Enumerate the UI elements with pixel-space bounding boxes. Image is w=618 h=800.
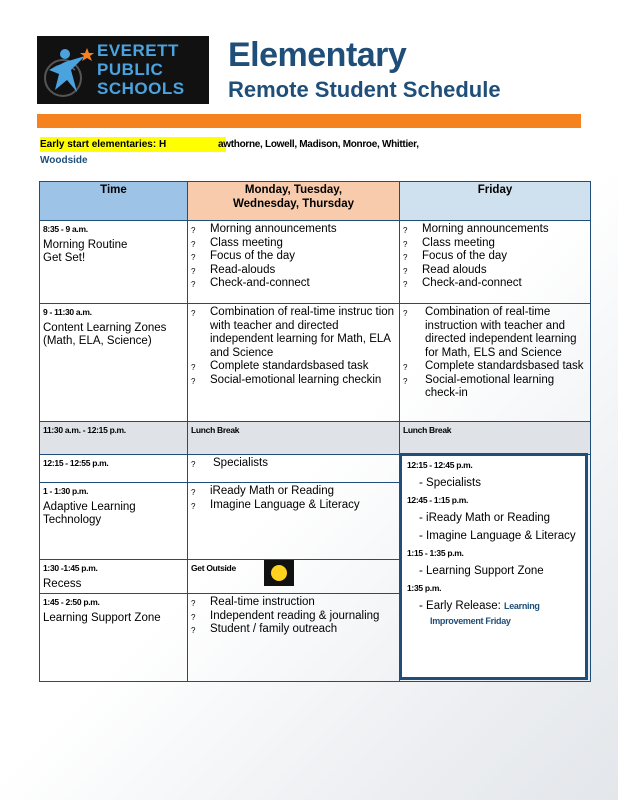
friday-cell: Lunch Break (400, 422, 591, 455)
list-item: ? Real-time instruction (191, 596, 396, 610)
list-item: ? Social-emotional learning check-in (403, 374, 587, 401)
logo-text-schools: SCHOOLS (97, 79, 185, 98)
time-cell: 12:15 - 12:55 p.m. (40, 455, 188, 483)
list-item: ? Combination of real-time instruc tion with teacher and directed independent learning for Math, ELA and Science (191, 306, 396, 360)
list-item: ? Social-emotional learning checkin (191, 374, 396, 388)
header-friday: Friday (400, 182, 591, 221)
time-cell: 8:35 - 9 a.m. Morning Routine Get Set! (40, 221, 188, 304)
fri-item-early-release: - Early Release: Learning (419, 600, 540, 612)
list-item: ? Check-and-connect (403, 277, 587, 291)
list-item: ? Class meeting (403, 237, 587, 251)
logo-text-public: PUBLIC (97, 60, 164, 79)
list-item: ? Complete standardsbased task (403, 360, 587, 374)
early-start-schools-line2: Woodside (40, 155, 88, 166)
fri-time-3: 1:15 - 1:35 p.m. (407, 548, 464, 558)
mon-thu-cell (188, 483, 400, 560)
smiling-sun-icon (264, 560, 294, 586)
list-item: ? Morning announcements (403, 223, 587, 237)
header-time: Time (40, 182, 188, 221)
early-start-schools: awthorne, Lowell, Madison, Monroe, Whittier, (218, 139, 419, 150)
list-item: ? iReady Math or Reading (191, 485, 396, 499)
table-header-row (40, 182, 591, 221)
time-cell: 11:30 a.m. - 12:15 p.m. (40, 422, 188, 455)
fri-time-2: 12:45 - 1:15 p.m. (407, 495, 469, 505)
everett-public-schools-logo (37, 36, 209, 104)
mon-thu-cell (188, 304, 400, 422)
list-item: ? Complete standardsbased task (191, 360, 396, 374)
fri-item-learning-support: - Learning Support Zone (419, 565, 544, 577)
table-row (40, 304, 591, 422)
time-cell: 1:30 -1:45 p.m. Recess (40, 560, 188, 594)
logo-text-everett: EVERETT (97, 41, 179, 60)
friday-afternoon-box (399, 453, 588, 680)
list-item: ? Combination of real-time instruction with teacher and directed independent learning for Math, ELS and Science (403, 306, 587, 360)
list-item: ? Read alouds (403, 264, 587, 278)
list-item: ? Class meeting (191, 237, 396, 251)
mon-thu-cell (188, 455, 400, 483)
time-cell: 1:45 - 2:50 p.m. Learning Support Zone (40, 594, 188, 682)
friday-cell (400, 304, 591, 422)
list-item: ? Imagine Language & Literacy (191, 499, 396, 513)
fri-item-specialists: - Specialists (419, 477, 481, 489)
list-item: ? Morning announcements (191, 223, 396, 237)
list-item: ? Read-alouds (191, 264, 396, 278)
fri-item-imagine: - Imagine Language & Literacy (419, 530, 576, 542)
mon-thu-cell (188, 594, 400, 682)
list-item: ? Check-and-connect (191, 277, 396, 291)
list-item: ? Focus of the day (191, 250, 396, 264)
header-mon-thu: Monday, Tuesday, Wednesday, Thursday (188, 182, 400, 221)
time-cell: 9 - 11:30 a.m. Content Learning Zones (Math, ELA, Science) (40, 304, 188, 422)
page-subtitle: Remote Student Schedule (228, 77, 501, 102)
fri-time-1: 12:15 - 12:45 p.m. (407, 460, 473, 470)
page-title: Elementary (228, 36, 407, 74)
mon-thu-cell: Get Outside (188, 560, 400, 594)
list-item: ? Independent reading & journaling (191, 610, 396, 624)
list-item: ? Student / family outreach (191, 623, 396, 637)
logo-emblem-icon (41, 40, 95, 100)
orange-divider-bar (37, 114, 581, 128)
fri-item-iready: - iReady Math or Reading (419, 512, 551, 524)
time-cell: 1 - 1:30 p.m. Adaptive Learning Technology (40, 483, 188, 560)
fri-time-4: 1:35 p.m. (407, 583, 442, 593)
list-item: ? Specialists (191, 457, 396, 471)
early-start-label: Early start elementaries: H (40, 139, 226, 150)
table-row (40, 221, 591, 304)
mon-thu-cell: Lunch Break (188, 422, 400, 455)
mon-thu-cell (188, 221, 400, 304)
learning-improvement-link[interactable]: Learning (504, 601, 540, 611)
list-item: ? Focus of the day (403, 250, 587, 264)
friday-cell (400, 221, 591, 304)
learning-improvement-link-line2[interactable]: Improvement Friday (430, 616, 511, 626)
lunch-row (40, 422, 591, 455)
